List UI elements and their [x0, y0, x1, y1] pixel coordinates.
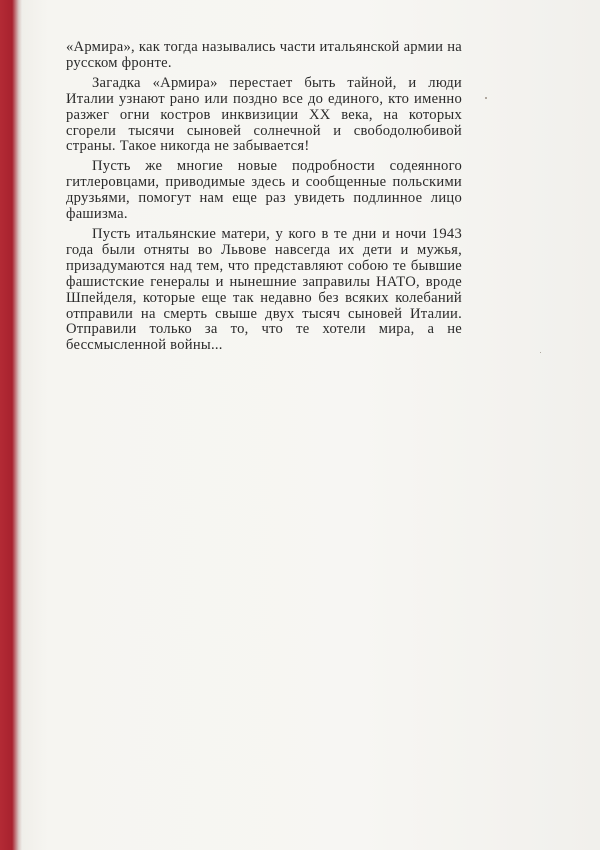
paper-speck	[485, 97, 487, 99]
paragraph-1: «Армира», как тогда назывались части итальянской армии на русском фронте.	[66, 39, 462, 71]
paragraph-2: Загадка «Армира» перестает быть тайной, и люди Италии узнают рано или поздно все до единого, кто именно разжег огни костров инквизиции XX века, на которых сгорели тысячи сыновей солнечной и свободолюбивой страны. Такое никогда не забывается!	[66, 74, 462, 155]
paper-speck	[540, 352, 541, 353]
page-text-body	[66, 40, 462, 358]
book-spine-edge	[0, 0, 22, 850]
paragraph-3: Пусть же многие новые подробности содеянного гитлеровцами, приводимые здесь и сообщенные польскими друзьями, помогут нам еще раз увидеть подлинное лицо фашизма.	[66, 158, 462, 223]
paragraph-4: Пусть итальянские матери, у кого в те дни и ночи 1943 года были отняты во Львове навсегда их дети и мужья, призадумаются над тем, что представляют собою те бывшие фашистские генералы и нынешние заправилы НАТО, вроде Шпейделя, которые еще так недавно без всяких колебаний отправили на смерть свыше двух тысяч сыновей Италии. Отправили только за то, что те хотели мира, а не бессмысленной войны...	[66, 225, 462, 354]
